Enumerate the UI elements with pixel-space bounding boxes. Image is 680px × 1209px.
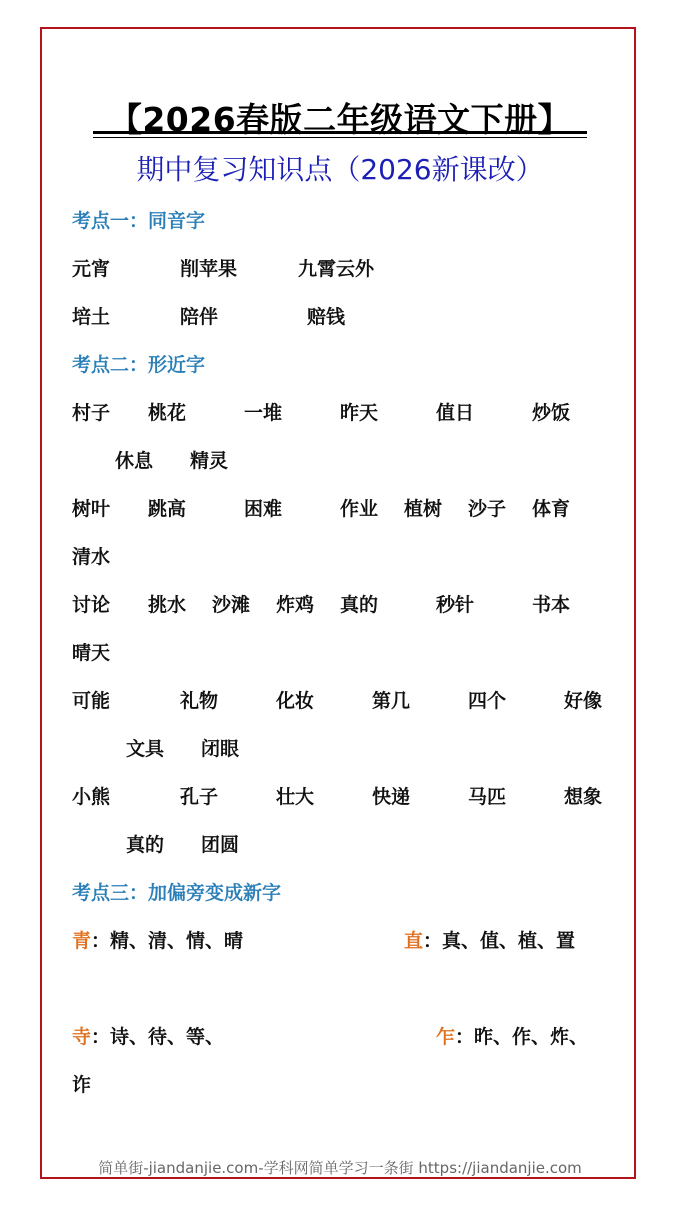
title-rule-thin: [93, 137, 587, 138]
section-heading-3: 考点三：加偏旁变成新字: [72, 882, 282, 904]
word: 精灵: [190, 450, 229, 472]
word: 赔钱: [307, 306, 346, 328]
word: 壮大: [276, 786, 315, 808]
word: 快递: [372, 786, 411, 808]
page-title: 【2026春版二年级语文下册】: [108, 100, 572, 139]
word: 讨论: [72, 594, 111, 616]
word: 一堆: [244, 402, 283, 424]
radical-chars: ：真、值、植、置: [423, 930, 576, 952]
word: 挑水: [148, 594, 187, 616]
word: 削苹果: [180, 258, 238, 280]
word: 桃花: [148, 402, 187, 424]
word: 真的: [340, 594, 379, 616]
word: 四个: [468, 690, 507, 712]
footer-watermark: 简单街-jiandanjie.com-学科网简单学习一条街 https://jiandanjie.com: [98, 1159, 582, 1177]
radical-item: [72, 926, 243, 953]
word: 第几: [372, 690, 411, 712]
word: 炸鸡: [276, 594, 315, 616]
word: 体育: [532, 498, 571, 520]
word: 休息: [115, 450, 154, 472]
section-heading-2: 考点二：形近字: [72, 354, 206, 376]
word: 文具: [126, 738, 165, 760]
word: 九霄云外: [298, 258, 375, 280]
radical-chars: ：精、清、情、晴: [91, 930, 244, 952]
word: 礼物: [180, 690, 219, 712]
section-heading-1: 考点一：同音字: [72, 210, 206, 232]
word: 作业: [340, 498, 379, 520]
word: 马匹: [468, 786, 507, 808]
word: 困难: [244, 498, 283, 520]
word: 书本: [532, 594, 571, 616]
word: 想象: [564, 786, 603, 808]
word: 村子: [72, 402, 111, 424]
radical-key: 青: [72, 930, 92, 952]
word: 小熊: [72, 786, 111, 808]
radical-item: [436, 1022, 588, 1049]
word: 值日: [436, 402, 475, 424]
word: 可能: [72, 690, 111, 712]
page-subtitle: 期中复习知识点（2026新课改）: [136, 153, 544, 186]
word: 孔子: [180, 786, 219, 808]
radical-chars: ：诗、待、等、: [91, 1026, 225, 1048]
word: 沙子: [468, 498, 507, 520]
radical-key: 直: [404, 930, 424, 952]
word: 晴天: [72, 642, 111, 664]
radical-item: [72, 1022, 224, 1049]
word: 沙滩: [212, 594, 251, 616]
word: 好像: [564, 690, 603, 712]
word: 秒针: [436, 594, 475, 616]
word: 真的: [126, 834, 165, 856]
word: 跳高: [148, 498, 187, 520]
word: 昨天: [340, 402, 379, 424]
word: 炒饭: [532, 402, 571, 424]
word: 闭眼: [201, 738, 240, 760]
radical-wrap: 诈: [72, 1074, 92, 1096]
word: 清水: [72, 546, 111, 568]
word: 陪伴: [180, 306, 219, 328]
word: 培土: [72, 306, 111, 328]
word: 团圆: [201, 834, 240, 856]
radical-item: [404, 926, 575, 953]
radical-chars: ：昨、作、炸、: [455, 1026, 589, 1048]
title-rule-thick: [93, 131, 587, 134]
word: 树叶: [72, 498, 111, 520]
radical-key: 乍: [436, 1026, 456, 1048]
word: 化妆: [276, 690, 315, 712]
word: 元宵: [72, 258, 111, 280]
radical-key: 寺: [72, 1026, 92, 1048]
word: 植树: [404, 498, 443, 520]
